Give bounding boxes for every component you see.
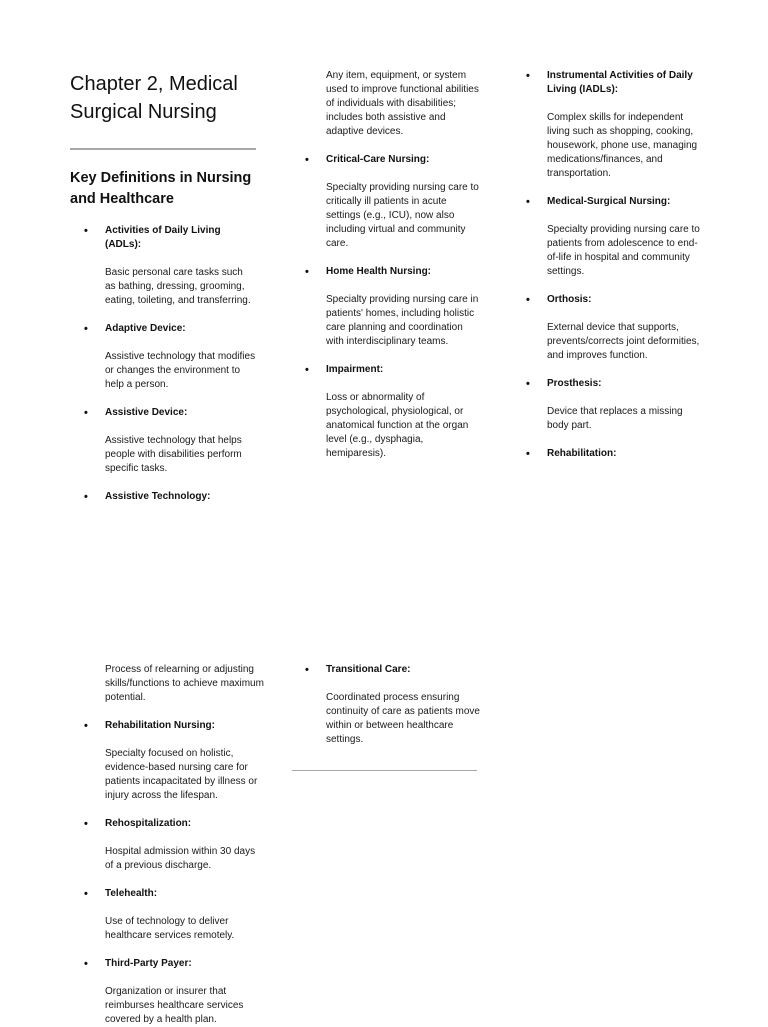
- term-label: Transitional Care:: [326, 664, 411, 675]
- term-definition: External device that supports, prevents/corrects joint deformities, and improves function.: [547, 322, 700, 361]
- bullet: •: [84, 720, 88, 732]
- definition-item: [305, 265, 480, 349]
- term-label: Assistive Technology:: [105, 491, 211, 502]
- bullet: •: [526, 70, 530, 82]
- bullet: •: [84, 225, 88, 237]
- term-definition: Process of relearning or adjusting skills/functions to achieve maximum potential.: [105, 664, 264, 703]
- definitions-column-2: [305, 69, 480, 461]
- definition-item: [84, 887, 264, 943]
- term-definition: Specialty providing nursing care in patients' homes, including holistic care planning and coordination with interdisciplinary teams.: [326, 294, 479, 347]
- definitions-column-1: [84, 224, 256, 504]
- term-label: Third-Party Payer:: [105, 958, 192, 969]
- bullet: •: [526, 196, 530, 208]
- term-definition: Organization or insurer that reimburses healthcare services covered by a health plan.: [105, 986, 244, 1025]
- term-definition: Basic personal care tasks such as bathing, dressing, grooming, eating, toileting, and transferring.: [105, 267, 251, 306]
- term-label: Rehabilitation:: [547, 448, 617, 459]
- bullet: •: [305, 154, 309, 166]
- term-definition: Device that replaces a missing body part.: [547, 406, 683, 431]
- term-definition: Specialty providing nursing care to patients from adolescence to end-of-life in hospital and community settings.: [547, 224, 700, 277]
- definition-item: [305, 153, 480, 251]
- title-divider: [70, 148, 256, 150]
- term-label: Telehealth:: [105, 888, 158, 899]
- term-definition: Hospital admission within 30 days of a previous discharge.: [105, 846, 256, 871]
- term-definition: Specialty focused on holistic, evidence-based nursing care for patients incapacitated by illness or injury across the lifespan.: [105, 748, 258, 801]
- term-label: Home Health Nursing:: [326, 266, 432, 277]
- term-definition: Any item, equipment, or system used to improve functional abilities of individuals with disabilities; includes both assistive and adaptive devices.: [326, 70, 479, 137]
- definition-item: [526, 377, 706, 433]
- bullet: •: [84, 958, 88, 970]
- term-definition: Coordinated process ensuring continuity of care as patients move within or between healthcare settings.: [326, 692, 480, 745]
- term-label: Instrumental Activities of Daily Living (IADLs):: [547, 70, 693, 95]
- definition-item: [526, 195, 706, 279]
- bullet: •: [526, 448, 530, 460]
- definition-item: [84, 490, 256, 504]
- definition-item: [84, 322, 256, 392]
- definition-item: [526, 69, 706, 181]
- page-title: Chapter 2, Medical Surgical Nursing: [70, 73, 238, 123]
- bullet: •: [305, 664, 309, 676]
- term-definition: Loss or abnormality of psychological, physiological, or anatomical function at the organ level (e.g., dysphagia, hemiparesis).: [326, 392, 469, 459]
- bullet: •: [84, 818, 88, 830]
- bullet: •: [526, 378, 530, 390]
- continued-definition: [84, 663, 264, 705]
- term-definition: Specialty providing nursing care to critically ill patients in acute settings (e.g., ICU), now also including virtual and community care.: [326, 182, 479, 249]
- term-label: Rehospitalization:: [105, 818, 192, 829]
- term-label: Prosthesis:: [547, 378, 602, 389]
- bullet: •: [526, 294, 530, 306]
- term-label: Assistive Device:: [105, 407, 188, 418]
- definition-item: [305, 663, 480, 747]
- bullet: •: [84, 491, 88, 503]
- definition-item: [305, 363, 480, 461]
- definition-item: [84, 406, 256, 476]
- term-label: Orthosis:: [547, 294, 592, 305]
- definitions-column-3: [526, 69, 706, 461]
- bullet: •: [305, 364, 309, 376]
- definitions-column-4: [84, 663, 264, 1027]
- term-label: Medical-Surgical Nursing:: [547, 196, 671, 207]
- definition-item: [84, 719, 264, 803]
- term-definition: Use of technology to deliver healthcare services remotely.: [105, 916, 235, 941]
- term-definition: Assistive technology that helps people with disabilities perform specific tasks.: [105, 435, 242, 474]
- term-definition: Assistive technology that modifies or changes the environment to help a person.: [105, 351, 256, 390]
- bullet: •: [84, 323, 88, 335]
- bullet: •: [305, 266, 309, 278]
- definition-item: [84, 224, 256, 308]
- term-label: Adaptive Device:: [105, 323, 186, 334]
- definitions-column-5: [305, 663, 480, 747]
- bullet: •: [84, 407, 88, 419]
- term-label: Impairment:: [326, 364, 384, 375]
- term-label: Critical-Care Nursing:: [326, 154, 430, 165]
- definition-item: [526, 293, 706, 363]
- bullet: •: [84, 888, 88, 900]
- section-heading: Key Definitions in Nursing and Healthcare: [70, 170, 252, 207]
- definition-item: [526, 447, 706, 461]
- column-end-divider: [292, 770, 477, 771]
- term-definition: Complex skills for independent living such as shopping, cooking, housework, phone use, managing medications/finances, and transportation.: [547, 112, 698, 179]
- continued-definition: [305, 69, 480, 139]
- term-label: Activities of Daily Living (ADLs):: [105, 225, 221, 250]
- term-label: Rehabilitation Nursing:: [105, 720, 215, 731]
- definition-item: [84, 957, 264, 1027]
- definition-item: [84, 817, 264, 873]
